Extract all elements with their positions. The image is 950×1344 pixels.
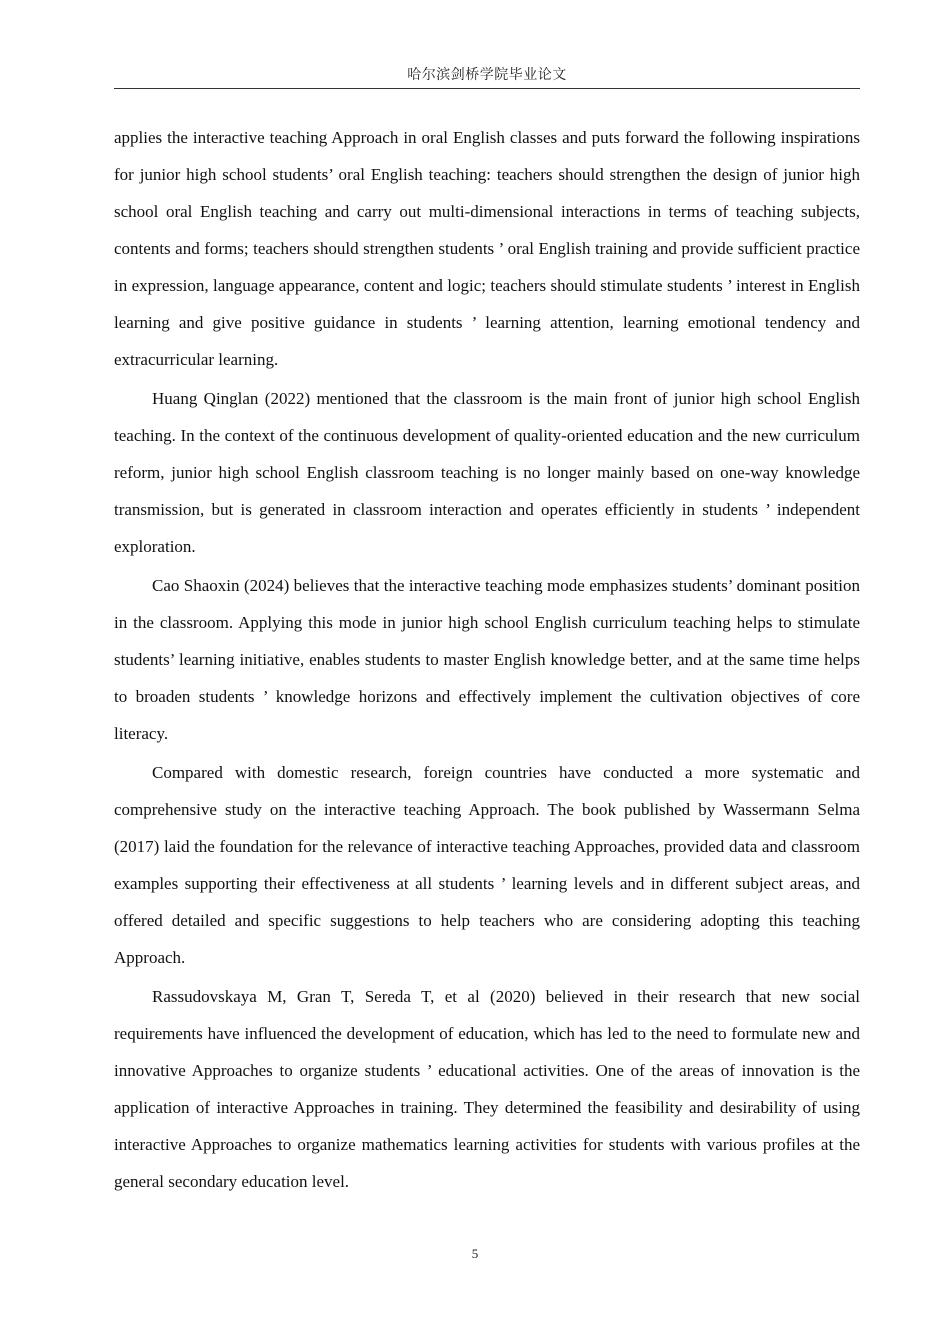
paragraph-cao-shaoxin: Cao Shaoxin (2024) believes that the interactive teaching mode emphasizes students’ dominant position in the classroom. Applying this mode in junior high school English curriculum teaching helps to stimulate students’ learning initiative, enables students to master English knowledge better, and at the same time helps to broaden students ’ knowledge horizons and effectively implement the cultivation objectives of core literacy.: [114, 576, 860, 743]
page-number: 5: [471, 1246, 479, 1261]
page-header-title: 哈尔滨剑桥学院毕业论文: [407, 68, 567, 83]
paragraph-rassudovskaya: Rassudovskaya M, Gran T, Sereda T, et al (2020) believed in their research that new social requirements have influenced the development of education, which has led to the need to formulate new and innovative Approaches to organize students ’ educational activities. One of the areas of innovation is the application of interactive Approaches in training. They determined the feasibility and desirability of using interactive Approaches to organize mathematics learning activities for students with various profiles at the general secondary education level.: [114, 987, 860, 1191]
paragraph-continuation: applies the interactive teaching Approach in oral English classes and puts forward the following inspirations for junior high school students’ oral English teaching: teachers should strengthen the design of junior high school oral English teaching and carry out multi-dimensional interactions in terms of teaching subjects, contents and forms; teachers should strengthen students ’ oral English training and provide sufficient practice in expression, language appearance, content and logic; teachers should stimulate students ’ interest in English learning and give positive guidance in students ’ learning attention, learning emotional tendency and extracurricular learning.: [114, 128, 860, 369]
body-text: [114, 119, 860, 1202]
paragraph-foreign-research: Compared with domestic research, foreign countries have conducted a more systematic and comprehensive study on the interactive teaching Approach. The book published by Wassermann Selma (2017) laid the foundation for the relevance of interactive teaching Approaches, provided data and classroom examples supporting their effectiveness at all students ’ learning levels and in different subject areas, and offered detailed and specific suggestions to help teachers who are considering adopting this teaching Approach.: [114, 763, 860, 967]
header-divider: [114, 88, 860, 89]
paragraph-huang-qinglan: Huang Qinglan (2022) mentioned that the classroom is the main front of junior high school English teaching. In the context of the continuous development of quality-oriented education and the new curriculum reform, junior high school English classroom teaching is no longer mainly based on one-way knowledge transmission, but is generated in classroom interaction and operates efficiently in students ’ independent exploration.: [114, 389, 860, 556]
